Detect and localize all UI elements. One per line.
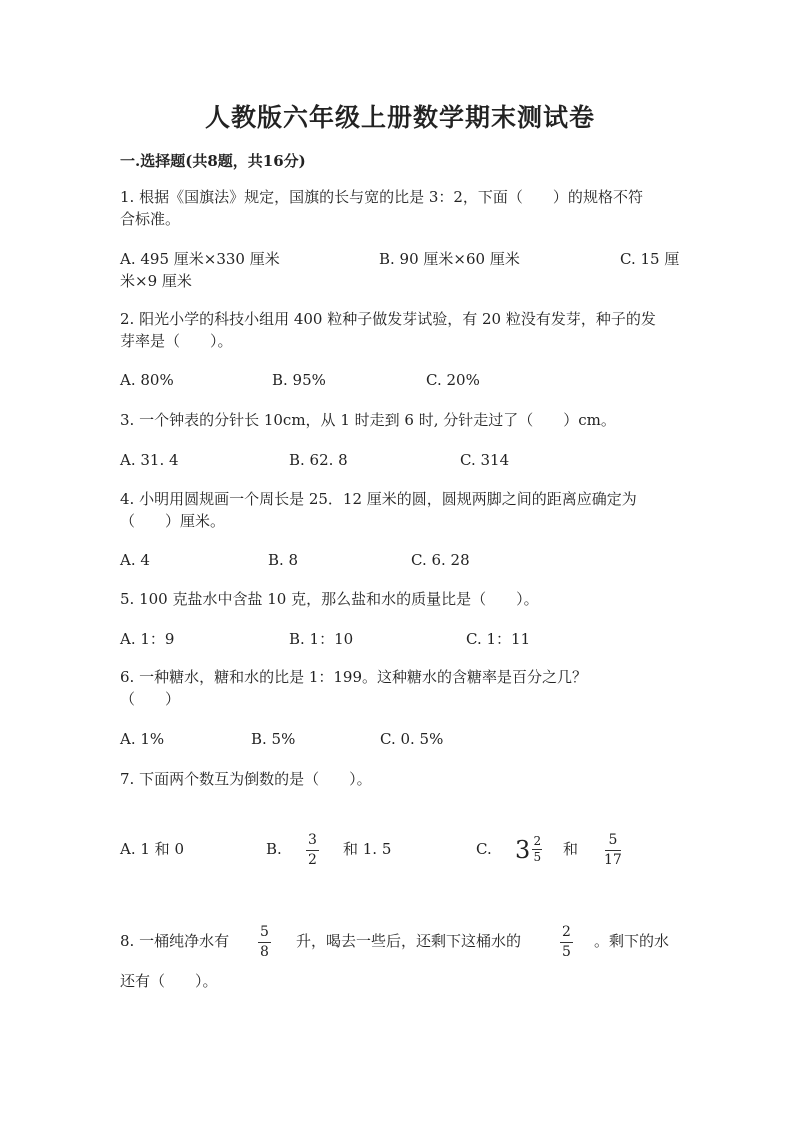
question-7-option-c-label[interactable]: C. [476,840,492,858]
question-4-option-c[interactable]: C. 6. 28 [411,551,470,569]
question-3-option-b[interactable]: B. 62. 8 [289,451,348,469]
question-4-option-a[interactable]: A. 4 [120,551,150,569]
question-8-text-a: 8. 一桶纯净水有 [120,932,230,950]
question-7-option-b-text: 和 1. 5 [343,840,392,858]
question-7-option-c-fraction [604,832,622,869]
question-3-option-a[interactable]: A. 31. 4 [120,451,179,469]
question-5-option-a[interactable]: A. 1：9 [120,630,175,648]
question-7-option-b-fraction [306,832,319,869]
fraction-denominator: 17 [604,852,622,868]
fraction-denominator: 5 [562,944,571,960]
fraction-denominator: 2 [308,852,317,868]
question-7-line1: 7. 下面两个数互为倒数的是（ ）。 [120,770,372,788]
question-2 [120,308,680,352]
fraction-denominator: 8 [260,944,269,960]
question-1-line2: 合标准。 [120,210,181,228]
fraction-numerator: 5 [260,924,269,940]
question-5-line1: 5. 100 克盐水中含盐 10 克，那么盐和水的质量比是（ ）。 [120,590,539,608]
fraction-bar [560,942,573,943]
question-4-option-b[interactable]: B. 8 [268,551,299,569]
question-2-option-b[interactable]: B. 95% [272,371,326,389]
question-4 [120,488,680,532]
question-8-text-b: 升，喝去一些后，还剩下这桶水的 [296,932,522,950]
question-1 [120,186,680,230]
question-6-option-a[interactable]: A. 1% [120,730,165,748]
question-2-option-a[interactable]: A. 80% [120,371,174,389]
question-4-line2: （ ）厘米。 [120,512,226,530]
question-1-option-c[interactable]: C. 15 厘 [620,250,680,268]
question-8-fraction-1 [258,924,271,961]
question-6-option-c[interactable]: C. 0. 5% [380,730,444,748]
question-1-line1: 1. 根据《国旗法》规定，国旗的长与宽的比是 3：2，下面（ ）的规格不符 [120,188,643,206]
mixed-whole: 3 [515,835,531,864]
fraction-numerator: 3 [308,832,317,848]
question-5-option-b[interactable]: B. 1：10 [289,630,354,648]
question-8-text-c: 。剩下的水 [594,932,670,950]
question-7 [120,768,680,790]
question-2-line2: 芽率是（ ）。 [120,332,233,350]
question-3-line1: 3. 一个钟表的分针长 10cm，从 1 时走到 6 时, 分针走过了（ ）cm。 [120,411,616,429]
fraction-bar [605,850,621,851]
question-5 [120,588,680,610]
fraction-numerator: 2 [533,834,542,848]
fraction-numerator: 5 [608,832,618,848]
fraction-denominator: 5 [533,850,542,864]
question-6 [120,666,680,710]
fraction-numerator: 2 [562,924,571,940]
section-heading: 一.选择题(共8题，共16分) [120,152,306,170]
question-8-line2: 还有（ ）。 [120,972,218,990]
question-6-option-b[interactable]: B. 5% [251,730,296,748]
question-1-option-b[interactable]: B. 90 厘米×60 厘米 [379,250,520,268]
question-6-line2: （ ） [120,690,181,708]
mixed-fraction [532,835,542,864]
question-6-line1: 6. 一种糖水，糖和水的比是 1：199。这种糖水的含糖率是百分之几？ [120,668,588,686]
question-7-option-a[interactable]: A. 1 和 0 [120,840,184,858]
question-7-option-c-mixed-number [515,835,542,864]
question-5-option-c[interactable]: C. 1：11 [466,630,531,648]
question-3 [120,409,680,431]
question-2-option-c[interactable]: C. 20% [426,371,480,389]
question-3-option-c[interactable]: C. 314 [460,451,510,469]
question-4-line1: 4. 小明用圆规画一个周长是 25．12 厘米的圆，圆规两脚之间的距离应确定为 [120,490,637,508]
question-7-option-c-and: 和 [563,840,579,858]
question-1-option-a[interactable]: A. 495 厘米×330 厘米 [120,250,280,268]
question-7-option-b-label[interactable]: B. [266,840,282,858]
fraction-bar [306,850,319,851]
question-1-option-c-cont: 米×9 厘米 [120,272,192,290]
page-title: 人教版六年级上册数学期末测试卷 [204,103,595,132]
fraction-bar [258,942,271,943]
question-8-fraction-2 [560,924,573,961]
question-2-line1: 2. 阳光小学的科技小组用 400 粒种子做发芽试验，有 20 粒没有发芽，种子的发 [120,310,656,328]
